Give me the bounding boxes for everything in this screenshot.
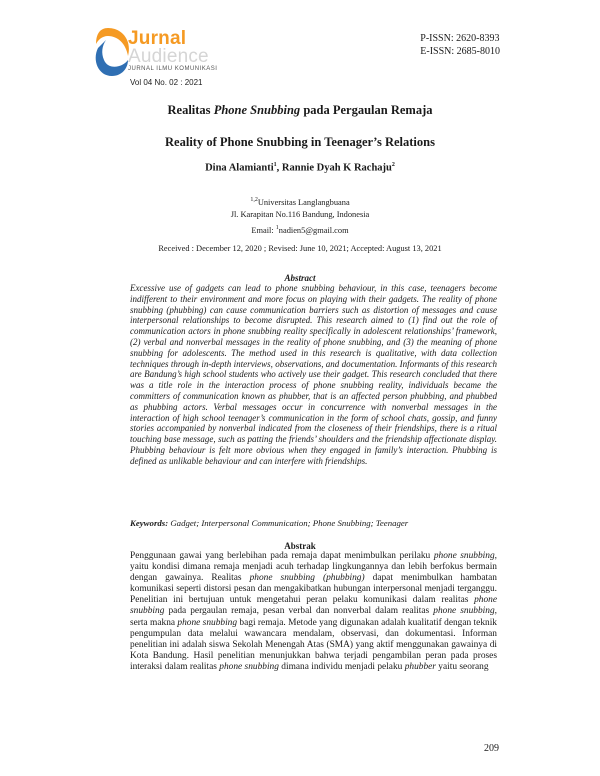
author-2: Rannie Dyah K Rachaju bbox=[281, 162, 392, 174]
logo-swoosh-blue bbox=[96, 40, 128, 76]
affiliation: $^{1,2}$Universitas Langlangbuana Jl. Karapitan No.116 Bandung, Indonesia Email: $^1$nadien5@gmail.com bbox=[0, 194, 600, 237]
volume-label: Vol 04 No. 02 : 2021 bbox=[130, 78, 203, 87]
pissn: P-ISSN: 2620-8393 bbox=[420, 33, 500, 44]
brand-title: Jurnal bbox=[128, 28, 187, 49]
email: nadien5@gmail.com bbox=[278, 225, 349, 235]
abstract-heading: Abstract bbox=[284, 273, 316, 283]
page-number: 209 bbox=[484, 743, 499, 754]
university: Universitas Langlangbuana bbox=[257, 197, 350, 207]
brand-tagline: JURNAL ILMU KOMUNIKASI bbox=[128, 66, 218, 72]
title-id-emphasis: Phone Snubbing bbox=[213, 103, 301, 117]
authors: Dina Alamianti$^1$, Rannie Dyah K Rachaju$^2$ bbox=[205, 162, 395, 174]
keywords-list: Gadget; Interpersonal Communication; Phone Snubbing; Teenager bbox=[168, 518, 409, 528]
eissn: E-ISSN: 2685-8010 bbox=[420, 46, 500, 57]
abstract-indonesian: Penggunaan gawai yang berlebihan pada remaja dapat menimbulkan perilaku phone snubbing, yaitu kondisi dimana remaja menjadi acuh terhadap lingkungannya dan lebih berfokus bermain dengan gawainya. Realitas phone snubbing (phubbing) dapat menimbulkan hambatan komunikasi seperti distorsi pesan dan mengakibatkan hubungan interpersonal menjadi terganggu. Penelitian ini bertujuan untuk mengetahui peran pelaku komunikasi dalam realitas phone snubbing pada pergaulan remaja, pesan verbal dan nonverbal dalam realitas phone snubbing, serta makna phone snubbing bagi remaja. Metode yang digunakan adalah kualitatif dengan teknik pengumpulan data melalui wawancara mendalam, observasi, dan dokumentasi. Informan penelitian ini adalah siswa Sekolah Menengah Atas (SMA) yang aktif menggunakan gawainya di Kota Bandung. Hasil penelitian menunjukkan bahwa terjadi pengambilan peran pada proses interaksi dalam realitas phone snubbing dimana individu menjadi pelaku phubber yaitu seorang bbox=[130, 551, 498, 672]
abstrak-heading: Abstrak bbox=[284, 541, 316, 551]
submission-dates: Received : December 12, 2020 ; Revised: June 10, 2021; Accepted: August 13, 2021 bbox=[158, 244, 442, 253]
title-english: Reality of Phone Snubbing in Teenager’s Relations bbox=[165, 135, 435, 149]
title-indonesian: Realitas Phone Snubbing pada Pergaulan Remaja bbox=[167, 103, 433, 117]
keywords bbox=[130, 518, 497, 528]
keywords-label: Keywords: bbox=[130, 518, 169, 528]
address: Jl. Karapitan No.116 Bandung, Indonesia bbox=[230, 210, 370, 220]
issn-block bbox=[420, 32, 500, 58]
brand-subtitle: Audience bbox=[128, 46, 209, 67]
abstract-english: Excessive use of gadgets can lead to phone snubbing behaviour, in this case, teenagers become indifferent to their environment and more focus on playing with their gadgets. The reality of phone snubbing (phubbing) can cause communication barriers such as distortion of messages and cause interpersonal relationships to become disrupted. This research aimed to (1) find out the role of communication actors in phone snubbing reality specifically in adolescent relationships’ framework, (2) verbal and nonverbal messages in the reality of phone snubbing, and (3) the meaning of phone snubbing for adolescents. The method used in this research is qualitative, with data collection techniques through in-depth interviews, observations, and documentation. Informants of this research are Bandung’s high school students who actively use their gadget. This research concluded that there was a title role in the interaction process of phone snubbing reality, individuals became the committers of communication known as phubber, that is an affected person phubbing, and phubbed as phubbing actors. Verbal messages occur in concurrence with nonverbal messages in the interaction of high school teenager’s communication in the form of school chats, gossip, and funny stories accompanied by nonverbal indicated from the closeness of their friendships, there is a ritual touching base message, such as patting the friends’ shoulders and the friendship affectionate display. Phubbing behaviour is felt more obvious when they engaged in family’s interaction. Phubbing is defined as unlikable behaviour and can interfere with friendships. bbox=[130, 283, 497, 466]
author-1: Dina Alamianti bbox=[205, 162, 274, 174]
